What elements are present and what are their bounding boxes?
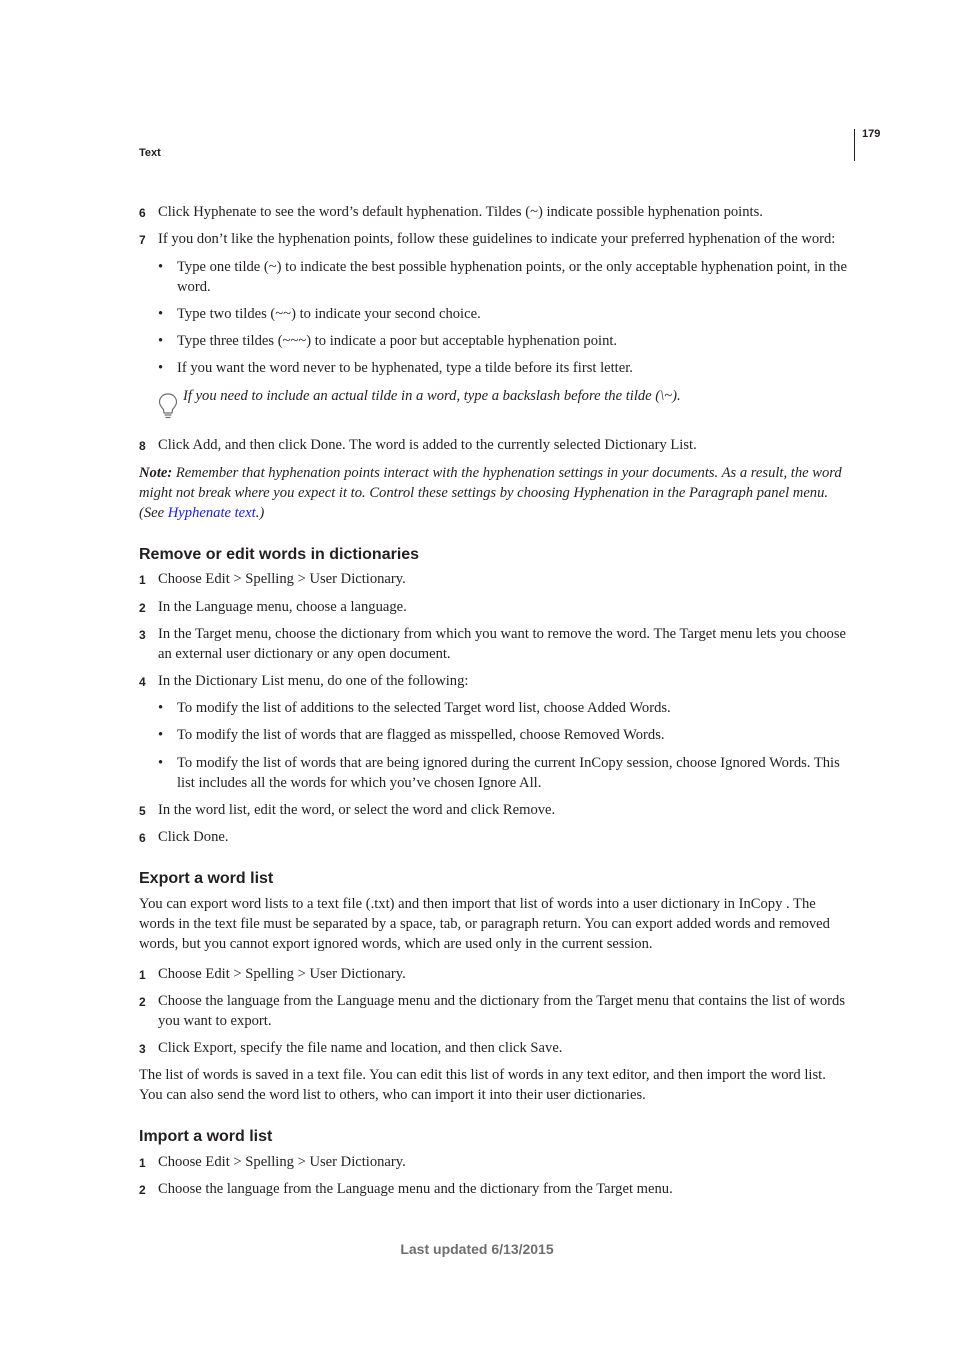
step-number: 2 [139, 995, 146, 1009]
bullet-text: To modify the list of words that are being ignored during the current InCopy session, choose Ignored Words. This list includes all the words for which you’ve chosen Ignore All. [177, 755, 840, 791]
header-divider [854, 129, 855, 161]
note-paragraph [139, 463, 851, 523]
bullet-text: To modify the list of additions to the selected Target word list, choose Added Words. [177, 700, 671, 716]
step-number: 8 [139, 439, 146, 453]
step-text: Click Hyphenate to see the word’s default hyphenation. Tildes (~) indicate possible hyphenation points. [158, 204, 763, 220]
bullet-dot: • [158, 333, 164, 349]
bullet-item [158, 698, 851, 718]
bullet-text: Type one tilde (~) to indicate the best possible hyphenation points, or the only acceptable hyphenation point, in the word. [177, 259, 847, 295]
step-item [139, 800, 851, 820]
body-paragraph: The list of words is saved in a text file. You can edit this list of words in any text editor, and then import the word list. You can also send the word list to others, who can import it into their user dictionaries. [139, 1067, 826, 1103]
step-number: 2 [139, 1183, 146, 1197]
step-text: Click Done. [158, 829, 229, 845]
step-text: Choose the language from the Language menu and the dictionary from the Target menu. [158, 1181, 673, 1197]
note-end: .) [255, 505, 265, 521]
last-updated-footer: Last updated 6/13/2015 [400, 1241, 554, 1257]
step-number: 6 [139, 206, 146, 220]
tip-text: If you need to include an actual tilde in a word, type a backslash before the tilde (\~). [183, 388, 681, 404]
step-item [139, 435, 851, 455]
step-text: Click Export, specify the file name and location, and then click Save. [158, 1040, 563, 1056]
step-number: 2 [139, 601, 146, 615]
step-text: Choose Edit > Spelling > User Dictionary. [158, 966, 406, 982]
step-item [139, 964, 851, 984]
step-text: Choose Edit > Spelling > User Dictionary. [158, 571, 406, 587]
section-heading: Remove or edit words in dictionaries [139, 546, 420, 563]
note-label: Note: [139, 465, 173, 481]
bullet-dot: • [158, 259, 164, 275]
bullet-item [158, 257, 851, 297]
step-item [139, 202, 851, 222]
hyphenate-text-link[interactable]: Hyphenate text [167, 505, 256, 521]
step-number: 3 [139, 1042, 146, 1056]
bullet-text: To modify the list of words that are flagged as misspelled, choose Removed Words. [177, 727, 665, 743]
bullet-item [158, 725, 851, 745]
note-text: Remember that hyphenation points interact with the hyphenation settings in your documents. As a result, the word might not break where you expect it to. Control these settings by choosing Hyphenation in the Paragraph panel menu. (See [139, 465, 842, 521]
bullet-text: Type three tildes (~~~) to indicate a poor but acceptable hyphenation point. [177, 333, 618, 349]
step-item [139, 827, 851, 847]
step-item [139, 1038, 851, 1058]
step-text: Click Add, and then click Done. The word is added to the currently selected Dictionary List. [158, 437, 697, 453]
bullet-item [158, 753, 851, 793]
bullet-dot: • [158, 306, 164, 322]
step-text: In the word list, edit the word, or select the word and click Remove. [158, 802, 556, 818]
step-number: 4 [139, 675, 146, 689]
bullet-dot: • [158, 700, 164, 716]
step-item [139, 624, 851, 664]
page-number: 179 [862, 128, 881, 140]
section-heading: Import a word list [139, 1128, 273, 1145]
step-text: In the Dictionary List menu, do one of the following: [158, 673, 469, 689]
body-paragraph: You can export word lists to a text file (.txt) and then import that list of words into a user dictionary in InCopy . The words in the text file must be separated by a space, tab, or paragraph return. You can export added words and removed words, but you cannot export ignored words, which are used only in the current session. [139, 896, 830, 952]
step-item [139, 229, 851, 249]
step-number: 1 [139, 1156, 146, 1170]
step-item [139, 569, 851, 589]
step-number: 7 [139, 233, 146, 247]
bullet-item [158, 331, 851, 351]
bullet-text: Type two tildes (~~) to indicate your second choice. [177, 306, 481, 322]
step-item [139, 991, 851, 1031]
lightbulb-icon [158, 392, 178, 420]
step-number: 5 [139, 804, 146, 818]
running-head: Text [139, 147, 161, 159]
step-item [139, 1152, 851, 1172]
bullet-dot: • [158, 727, 164, 743]
step-item [139, 597, 851, 617]
bullet-item [158, 358, 851, 378]
step-text: Choose the language from the Language menu and the dictionary from the Target menu that contains the list of words you want to export. [158, 993, 845, 1029]
bullet-item [158, 304, 851, 324]
step-text: In the Language menu, choose a language. [158, 599, 407, 615]
section-heading: Export a word list [139, 870, 274, 887]
step-number: 3 [139, 628, 146, 642]
bullet-dot: • [158, 360, 164, 376]
step-number: 1 [139, 573, 146, 587]
step-text: In the Target menu, choose the dictionary from which you want to remove the word. The Target menu lets you choose an external user dictionary or any open document. [158, 626, 847, 662]
step-text: Choose Edit > Spelling > User Dictionary. [158, 1154, 406, 1170]
step-item [139, 1179, 851, 1199]
bullet-text: If you want the word never to be hyphenated, type a tilde before its first letter. [177, 360, 633, 376]
step-number: 6 [139, 831, 146, 845]
step-number: 1 [139, 968, 146, 982]
step-item [139, 671, 851, 691]
step-text: If you don’t like the hyphenation points, follow these guidelines to indicate your preferred hyphenation of the word: [158, 231, 836, 247]
bullet-dot: • [158, 755, 164, 771]
